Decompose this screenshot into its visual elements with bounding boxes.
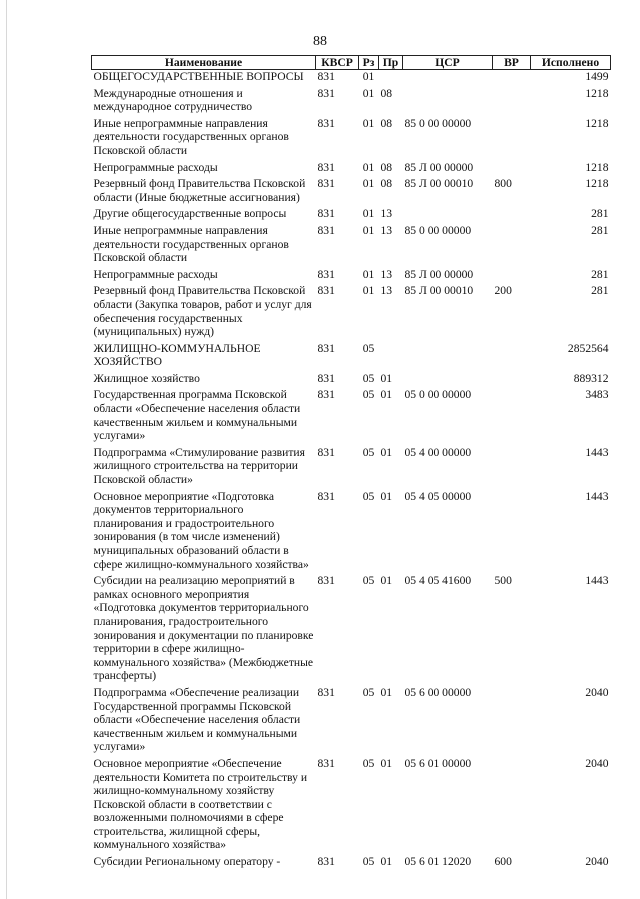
cell-name: Основное мероприятие «Обеспечение деятельности Комитета по строительству и жилищно-коммунальному хозяйству Псковской области в соответствии с возложенными полномочиями в сфере строительства, жилищной сферы, коммунального хозяйства» (93, 756, 308, 852)
cell-kvsr: 831 (317, 855, 335, 869)
scan-edge (6, 0, 7, 899)
cell-csr: 05 6 01 00000 (404, 756, 472, 770)
cell-exec: 1443 (585, 489, 609, 503)
cell-kvsr: 831 (317, 489, 335, 503)
cell-vr: 500 (494, 574, 512, 588)
table-row (92, 158, 611, 175)
cell-exec: 1499 (585, 70, 609, 83)
table-row (92, 571, 611, 683)
cell-rz: 05 (362, 756, 375, 770)
cell-rz: 01 (362, 70, 375, 83)
cell-rz: 05 (362, 445, 375, 459)
cell-exec: 2040 (585, 685, 609, 699)
header-exec: Исполнено (531, 56, 611, 70)
cell-name: Основное мероприятие «Подготовка документов территориального планирования и градостроительного зонирования (в том числе изменений) муниципальных образований области в сфере жилищно-коммунального хозяйства» (93, 489, 309, 571)
cell-csr (403, 339, 493, 369)
cell-vr (493, 158, 531, 175)
cell-pr: 01 (380, 685, 393, 699)
cell-csr (403, 204, 493, 221)
table-row (92, 204, 611, 221)
table-row (92, 70, 611, 84)
cell-csr: 85 0 00 00000 (404, 223, 472, 237)
cell-exec: 889312 (573, 371, 609, 385)
cell-exec: 281 (591, 284, 609, 298)
cell-vr (493, 221, 531, 265)
header-pr: Пр (379, 56, 403, 70)
header-rz: Рз (359, 56, 379, 70)
cell-name: ЖИЛИЩНО-КОММУНАЛЬНОЕ ХОЗЯЙСТВО (93, 341, 261, 369)
cell-name: Жилищное хозяйство (93, 371, 200, 385)
cell-csr: 85 Л 00 00010 (404, 177, 474, 191)
cell-kvsr: 831 (317, 70, 335, 83)
cell-rz: 05 (362, 388, 375, 402)
cell-vr (493, 265, 531, 282)
cell-pr: 01 (380, 388, 393, 402)
header-vr: ВР (493, 56, 531, 70)
table-row (92, 443, 611, 487)
cell-rz: 01 (362, 177, 375, 191)
cell-rz: 01 (362, 284, 375, 298)
table-row (92, 281, 611, 338)
cell-pr (379, 70, 403, 84)
cell-csr: 05 6 01 12020 (404, 855, 472, 869)
cell-name: Международные отношения и международное сотрудничество (93, 86, 253, 114)
cell-kvsr: 831 (317, 207, 335, 221)
cell-exec: 1218 (585, 86, 609, 100)
cell-name: Непрограммные расходы (93, 160, 218, 174)
cell-rz: 05 (362, 341, 375, 355)
cell-exec: 281 (591, 223, 609, 237)
cell-kvsr: 831 (317, 388, 335, 402)
cell-vr (493, 70, 531, 84)
cell-pr: 01 (380, 756, 393, 770)
cell-vr (493, 443, 531, 487)
cell-name: Резервный фонд Правительства Псковской области (Иные бюджетные ассигнования) (93, 177, 306, 204)
cell-csr: 05 4 00 00000 (404, 445, 472, 459)
cell-csr (403, 369, 493, 386)
cell-rz: 01 (362, 160, 375, 174)
cell-kvsr: 831 (317, 341, 335, 355)
cell-vr: 200 (494, 284, 512, 298)
table-row (92, 174, 611, 204)
cell-vr (493, 385, 531, 442)
table-row (92, 385, 611, 442)
table-header-row (92, 56, 611, 70)
cell-pr: 01 (380, 574, 393, 588)
cell-name: Субсидии Региональному оператору - (93, 855, 281, 869)
cell-exec: 1443 (585, 445, 609, 459)
cell-pr: 08 (380, 116, 393, 130)
cell-kvsr: 831 (317, 267, 335, 281)
cell-rz: 05 (362, 574, 375, 588)
cell-csr: 05 6 00 00000 (404, 685, 472, 699)
cell-pr: 08 (380, 160, 393, 174)
cell-csr: 05 0 00 00000 (404, 388, 472, 402)
cell-kvsr: 831 (317, 86, 335, 100)
cell-exec: 1218 (585, 116, 609, 130)
cell-pr: 01 (380, 855, 393, 869)
cell-pr: 13 (380, 284, 393, 298)
table-row (92, 265, 611, 282)
cell-kvsr: 831 (317, 284, 335, 298)
cell-name: Иные непрограммные направления деятельности государственных органов Псковской области (93, 116, 289, 157)
cell-vr (493, 339, 531, 369)
cell-exec: 1218 (585, 177, 609, 191)
cell-pr: 01 (380, 445, 393, 459)
cell-name: ОБЩЕГОСУДАРСТВЕННЫЕ ВОПРОСЫ (93, 70, 304, 83)
cell-name: Иные непрограммные направления деятельности государственных органов Псковской области (93, 223, 289, 265)
cell-kvsr: 831 (317, 685, 335, 699)
cell-kvsr: 831 (317, 371, 335, 385)
cell-kvsr: 831 (317, 223, 335, 237)
cell-vr (493, 84, 531, 114)
cell-vr (493, 114, 531, 158)
cell-exec: 1218 (585, 160, 609, 174)
cell-vr (493, 683, 531, 754)
cell-name: Государственная программа Псковской области «Обеспечение населения области качественным жильем и коммунальными услугами» (93, 388, 301, 443)
cell-rz: 01 (362, 116, 375, 130)
cell-csr: 85 Л 00 00000 (404, 267, 474, 281)
cell-exec: 3483 (585, 388, 609, 402)
cell-csr: 05 4 05 00000 (404, 489, 472, 503)
header-name: Наименование (92, 56, 316, 70)
cell-pr: 13 (380, 267, 393, 281)
cell-exec: 2040 (585, 855, 609, 869)
cell-vr: 800 (494, 177, 512, 191)
cell-pr: 01 (380, 489, 393, 503)
cell-csr: 85 Л 00 00000 (404, 160, 474, 174)
cell-rz: 01 (362, 223, 375, 237)
table-row (92, 84, 611, 114)
cell-rz: 05 (362, 489, 375, 503)
table-body (92, 70, 611, 869)
cell-pr: 08 (380, 86, 393, 100)
cell-kvsr: 831 (317, 160, 335, 174)
cell-exec: 1443 (585, 574, 609, 588)
cell-rz: 01 (362, 86, 375, 100)
table-row (92, 221, 611, 265)
cell-name: Другие общегосударственные вопросы (93, 207, 287, 221)
cell-name: Непрограммные расходы (93, 267, 218, 281)
cell-exec: 281 (591, 207, 609, 221)
cell-vr (493, 369, 531, 386)
table-row (92, 852, 611, 869)
cell-pr: 08 (380, 177, 393, 191)
cell-kvsr: 831 (317, 177, 335, 191)
cell-rz: 01 (362, 267, 375, 281)
table-row (92, 683, 611, 754)
cell-exec: 2852564 (567, 341, 609, 355)
cell-vr (493, 754, 531, 852)
cell-kvsr: 831 (317, 574, 335, 588)
cell-name: Резервный фонд Правительства Псковской области (Закупка товаров, работ и услуг для обеспечения государственных (муниципальных) нужд) (93, 284, 312, 339)
cell-pr: 01 (380, 371, 393, 385)
cell-csr (403, 84, 493, 114)
cell-kvsr: 831 (317, 116, 335, 130)
cell-csr (403, 70, 493, 84)
table-row (92, 369, 611, 386)
cell-pr: 13 (380, 223, 393, 237)
cell-exec: 281 (591, 267, 609, 281)
table-row (92, 487, 611, 572)
cell-name: Подпрограмма «Обеспечение реализации Государственной программы Псковской области «Обеспечение населения области качественным жильем и коммунальными услугами» (93, 685, 301, 754)
table-row (92, 114, 611, 158)
cell-vr (493, 487, 531, 572)
page-number: 88 (313, 34, 327, 49)
cell-rz: 01 (362, 207, 375, 221)
cell-csr: 85 Л 00 00010 (404, 284, 474, 298)
header-kvsr: КВСР (316, 56, 359, 70)
table-row (92, 339, 611, 369)
cell-csr: 05 4 05 41600 (404, 574, 472, 588)
cell-pr: 13 (380, 207, 393, 221)
cell-vr: 600 (494, 855, 512, 869)
cell-exec: 2040 (585, 756, 609, 770)
header-csr: ЦСР (403, 56, 493, 70)
cell-csr: 85 0 00 00000 (404, 116, 472, 130)
cell-rz: 05 (362, 855, 375, 869)
cell-vr (493, 204, 531, 221)
cell-kvsr: 831 (317, 756, 335, 770)
cell-rz: 05 (362, 685, 375, 699)
cell-name: Субсидии на реализацию мероприятий в рамках основного мероприятия «Подготовка документов территориального планирования, градостроительного зонирования и документации по планировке территории в сфере жилищно-коммунального хозяйства» (Межбюджетные трансферты) (93, 574, 314, 683)
cell-name: Подпрограмма «Стимулирование развития жилищного строительства на территории Псковской области» (93, 445, 305, 487)
table-row (92, 754, 611, 852)
cell-kvsr: 831 (317, 445, 335, 459)
cell-pr (379, 339, 403, 369)
budget-table (91, 55, 611, 869)
cell-rz: 05 (362, 371, 375, 385)
